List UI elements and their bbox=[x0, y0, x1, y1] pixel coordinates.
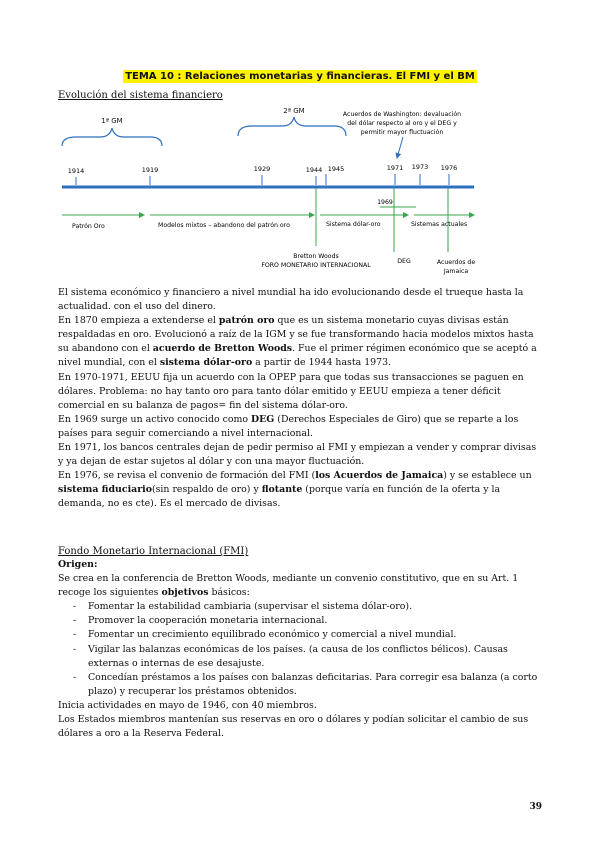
washington-line-2: del dólar respecto al oro y el DEG y bbox=[347, 120, 457, 127]
page-number: 39 bbox=[529, 802, 542, 812]
page-title: TEMA 10 : Relaciones monetarias y financieras. El FMI y el BM bbox=[125, 71, 475, 82]
paragraph-origen: Se crea en la conferencia de Bretton Woods, mediante un convenio constitutivo, que en su Art. 1 recoge los siguientes objetivos básicos: bbox=[58, 573, 519, 599]
year-1944: 1944 bbox=[305, 166, 323, 174]
list-item: - Fomentar un crecimiento equilibrado económico y comercial a nivel mundial. bbox=[58, 628, 544, 642]
label-modelos-mixtos: Modelos mixtos – abandono del patrón oro bbox=[158, 222, 290, 229]
list-item: - Fomentar la estabilidad cambiaria (supervisar el sistema dólar-oro). bbox=[58, 600, 544, 614]
objetivos-list bbox=[58, 600, 544, 699]
year-1973: 1973 bbox=[411, 163, 429, 171]
label-deg: DEG bbox=[397, 258, 411, 265]
section-evolucion-text bbox=[58, 286, 544, 512]
brace-2gm bbox=[238, 117, 346, 136]
paragraph-1971: En 1971, los bancos centrales dejan de pedir permiso al FMI y empiezan a vender y comprar divisas y ya dejan de estar sujetos al dólar y con una mayor fluctuación. bbox=[58, 442, 537, 468]
year-1976: 1976 bbox=[440, 164, 458, 172]
paragraph-deg: En 1969 surge un activo conocido como DEG (Derechos Especiales de Giro) que se reparte a los países para seguir comerciando a nivel internacional. bbox=[58, 413, 519, 439]
timeline-diagram bbox=[58, 104, 478, 282]
section-fmi-text bbox=[58, 558, 544, 741]
paragraph-intro: El sistema económico y financiero a nivel mundial ha ido evolucionando desde el trueque hasta la actualidad. con el uso del dinero. bbox=[58, 287, 524, 313]
label-foro-monetario: FORO MONETARIO INTERNACIONAL bbox=[261, 262, 371, 269]
paragraph-patron-oro: En 1870 empieza a extenderse el patrón oro que es un sistema monetario cuyas divisas están respaldadas en oro. Evolucionó a raíz de la IGM y se fue transformando hacia modelos mixtos hasta su abandono con el acuerdo de Bretton Woods. Fue el primer régimen económico que se aceptó a nivel mundial, con el sistema dólar-oro a partir de 1944 hasta 1973. bbox=[58, 315, 537, 369]
label-patron-oro: Patrón Oro bbox=[72, 223, 105, 230]
year-1919: 1919 bbox=[141, 166, 159, 174]
year-1971: 1971 bbox=[386, 164, 404, 172]
label-1gm: 1ª GM bbox=[101, 117, 123, 125]
list-item: - Vigilar las balanzas económicas de los países. (a causa de los conflictos bélicos). Causas externas o internas de ese desajuste. bbox=[58, 643, 544, 671]
paragraph-inicio: Inicia actividades en mayo de 1946, con 40 miembros. bbox=[58, 699, 317, 711]
label-bretton-woods: Bretton Woods bbox=[293, 253, 339, 260]
year-1929: 1929 bbox=[253, 165, 271, 173]
label-2gm: 2ª GM bbox=[283, 107, 305, 115]
label-sistema-dolar-oro: Sistema dólar-oro bbox=[326, 221, 381, 228]
origen-label: Origen: bbox=[58, 559, 98, 570]
washington-line-1: Acuerdos de Washington: devaluación bbox=[342, 111, 462, 118]
label-sistemas-actuales: Sistemas actuales bbox=[411, 221, 468, 228]
label-jamaica-1: Acuerdos de bbox=[436, 259, 476, 266]
paragraph-reservas: Los Estados miembros mantenían sus reservas en oro o dólares y podían solicitar el cambio de sus dólares a oro a la Reserva Federal. bbox=[58, 714, 529, 740]
section-heading-evolucion: Evolución del sistema financiero bbox=[58, 90, 223, 101]
year-1969: 1969 bbox=[377, 199, 393, 206]
brace-1gm bbox=[62, 128, 162, 146]
section-heading-fmi: Fondo Monetario Internacional (FMI) bbox=[58, 546, 249, 557]
year-1945: 1945 bbox=[327, 165, 345, 173]
list-item: - Promover la cooperación monetaria internacional. bbox=[58, 614, 544, 628]
year-ticks bbox=[76, 174, 449, 185]
washington-arrow bbox=[397, 137, 403, 158]
list-item: - Concedían préstamos a los países con balanzas deficitarias. Para corregir esa balanza (a corto plazo) y recuperar los préstamos obtenidos. bbox=[58, 671, 544, 699]
paragraph-opep: En 1970-1971, EEUU fija un acuerdo con la OPEP para que todas sus transacciones se paguen en dólares. Problema: no hay tanto oro para tanto dólar emitido y EEUU empieza a tener déficit comercial en su balanza de pagos= fin del sistema dólar-oro. bbox=[58, 371, 524, 411]
washington-line-3: permitir mayor fluctuación bbox=[360, 129, 444, 136]
label-jamaica-2: Jamaica bbox=[443, 268, 469, 275]
year-1914: 1914 bbox=[67, 167, 85, 175]
paragraph-jamaica: En 1976, se revisa el convenio de formación del FMI (los Acuerdos de Jamaica) y se establece un sistema fiduciario(sin respaldo de oro) y flotante (porque varía en función de la oferta y la demanda, no es cte). Es el mercado de divisas. bbox=[58, 470, 532, 510]
